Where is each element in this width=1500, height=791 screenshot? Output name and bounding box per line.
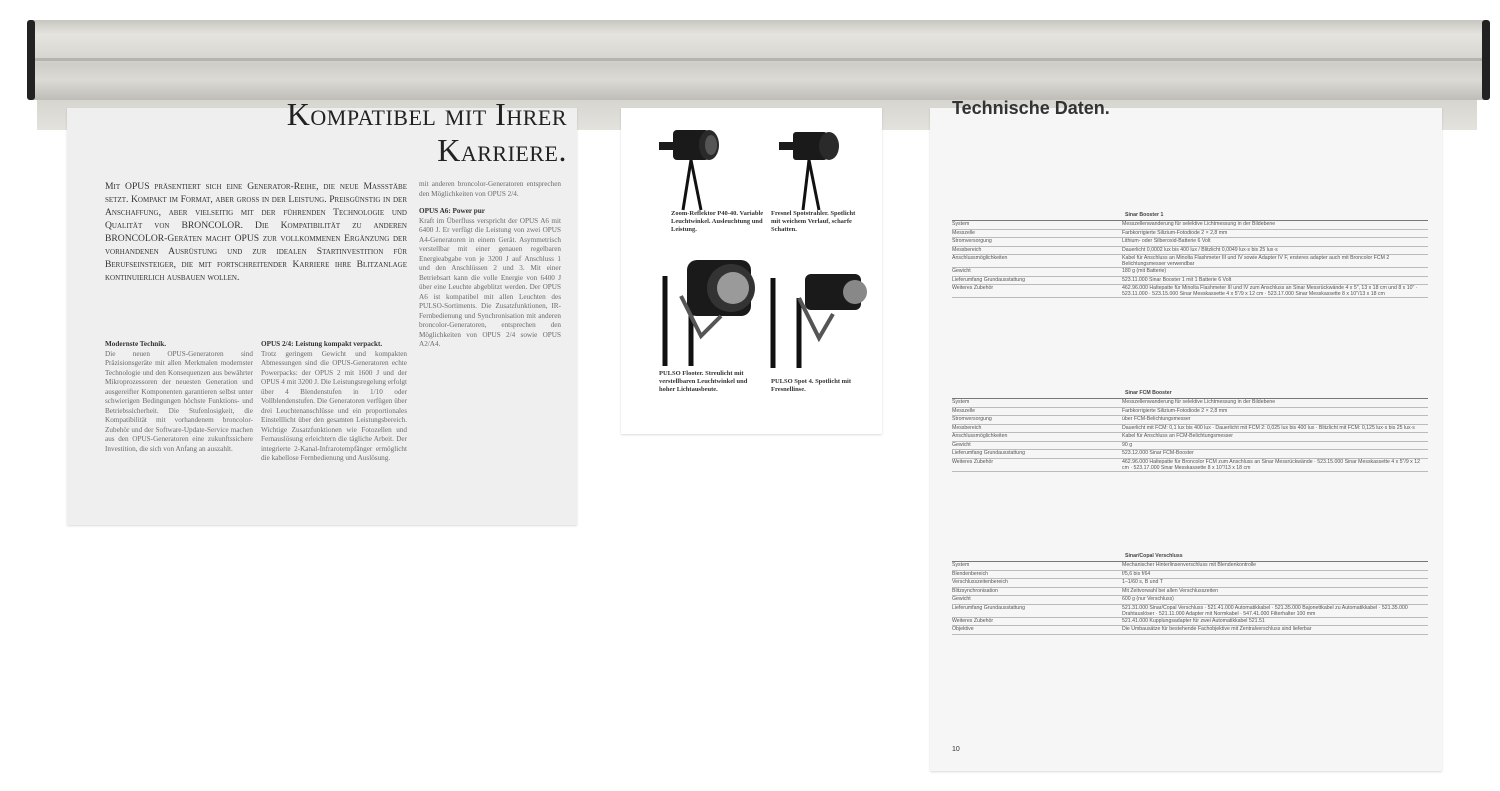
row-value: Mit Zeitvorwahl bei allen Verschlusszeiten (1122, 587, 1219, 594)
table-row (952, 579, 1428, 588)
technical-data-heading: Technische Daten. (952, 98, 1110, 118)
table-row (952, 571, 1428, 580)
rail-end-cap-right (1482, 20, 1490, 100)
column-3-text: mit anderen broncolor-Generatoren entsprechen den Möglichkeiten von OPUS 2/4. (419, 180, 561, 198)
table-row (952, 596, 1428, 605)
row-label: Lieferumfang Grundausstattung (952, 604, 1025, 611)
row-label: Messbereich (952, 246, 982, 253)
row-value: 462.96.000 Haltepatte für Minolta Flashmeter III und IV zum Anschluss an Sinar Messrückwände 4 x 5", 13 x 18 cm und 8 x 10" · 523.11.000 · 523.15.000 Sinar Messkassette 4 x 5"/9 x 12 cm · 523.17.000 Sinar Messkassette 8 x 10"/13 x 18 cm (1122, 285, 1418, 297)
row-value: 523.11.000 Sinar Booster 1 mit 1 Batterie 6 Volt (1122, 276, 1232, 283)
row-label: Lieferumfang Grundausstattung (952, 276, 1025, 283)
row-label: Gewicht (952, 441, 971, 448)
row-label: System (952, 399, 970, 405)
row-value: Farbkorrigierte Silizium-Fotodiode 2 × 2,8 mm (1122, 407, 1228, 414)
row-value: Die Umbausätze für bestehende Fachobjektive mit Zentralverschluss sind lieferbar (1122, 626, 1312, 632)
row-value: 600 g (nur Verschluss) (1122, 596, 1174, 602)
table-row (952, 285, 1428, 298)
row-value: 523.12.000 Sinar FCM-Booster (1122, 450, 1194, 456)
row-label: System (952, 221, 970, 227)
table-row (952, 562, 1428, 571)
title-line-1: Kompatibel mit Ihrer (286, 96, 567, 132)
column-2-heading: OPUS 2/4: Leistung kompakt verpackt. (261, 340, 383, 348)
table-row (952, 255, 1428, 268)
pulso-flooter-lamp-image (651, 256, 761, 368)
row-value: 1–1/60 s, B und T (1122, 579, 1163, 585)
table-row (952, 425, 1428, 434)
technical-data-sheet (930, 98, 1442, 771)
row-label: Lieferumfang Grundausstattung (952, 450, 1025, 456)
table-row (952, 268, 1428, 277)
row-label: Messzelle (952, 229, 976, 236)
row-label: Objektive (952, 626, 974, 632)
row-value: 462.96.000 Haltepatte für Broncolor FCM zum Anschluss an Sinar Messrückwände · 523.15.000 Sinar Messkassette 4 x 5"/9 x 12 cm · 523.17.000 Sinar Messkassette 8 x 10"/13 x 18 cm (1122, 458, 1420, 471)
caption-zoom-reflector: Zoom-Reflektor P40-40. Variable Leuchtwinkel. Ausleuchtung und Leistung. (671, 210, 764, 233)
row-value: Dauerlicht mit FCM: 0,1 lux bis 400 lux · Dauerlicht mit FCM 2: 0,025 lux bis 400 lux · Blitzlicht mit FCM: 0,125 lux·s bis 25 lux·s (1122, 424, 1415, 431)
table-row (952, 416, 1428, 425)
paper-hanging-rail (27, 20, 1490, 100)
row-label: Blendenbereich (952, 570, 989, 577)
pulso-spot-lamp-image (769, 268, 869, 368)
row-value: f/5,6 bis f/64 (1122, 570, 1151, 577)
brochure-title (167, 96, 567, 168)
row-value: Kabel für Anschluss an Minolta Flashmeter III und IV sowie Adapter IV F, ersteres adapter auch mit Broncolor FCM 2 Belichtungsmesser verwendbar (1122, 255, 1390, 267)
row-value: Dauerlicht 0,0002 lux bis 400 lux / Blitzlicht 0,0049 lux·s bis 25 lux·s (1122, 246, 1278, 253)
row-value: Farbkorrigierte Silizium-Fotodiode 2 × 2,8 mm (1122, 229, 1228, 236)
row-label: Stromversorgung (952, 238, 992, 244)
brochure-column-2 (261, 340, 407, 464)
table-row (952, 588, 1428, 597)
row-label: Anschlussmöglichkeiten (952, 433, 1008, 439)
table-row (952, 277, 1428, 286)
spec-table-fcm-booster (952, 390, 1428, 472)
brochure-intro: Mit OPUS präsentiert sich eine Generator-Reihe, die neue Maßstäbe setzt. Kompakt im Format, aber groß in der Leistung. Preisgünstig in der Anschaffung, aber vielseitig mit der führenden Technologie und Qualität von BRONCOLOR. Die Kompatibilität zu anderen BRONCOLOR-Geräten macht OPUS zur vollkommenen Ergänzung der vorhandenen Ausrüstung und zur idealen Startinvestition für Berufseinsteiger, die mit fortschreitender Karriere ihre Blitzanlage kontinuierlich ausbauen wollen. (105, 181, 407, 283)
table-row (952, 450, 1428, 459)
fresnel-spot-lamp-image (769, 122, 859, 212)
row-value: Lithium- oder Silberoxid-Batterie 6 Volt (1122, 238, 1211, 244)
column-3-text-2: Kraft im Überfluss verspricht der OPUS A6 mit 6400 J. Er verfügt die Leistung von zwei OPUS A4-Generatoren in einem Gerät. Asymmetrisch verstellbar mit einer genauen regelbaren Energieabgabe von je 3200 J auf Anschluss 1 und den Anschlüssen 2 und 3. Mit einer Betriebsart kann die volle Energie von 6400 J über eine Leuchte abgeblitzt werden. Der OPUS A6 ist kompatibel mit allen Leuchten des PULSO-Sortiments. Die Zusatzfunktionen, IR-Fernbedienung und Synchronisation mit anderen broncolor-Generatoren, entsprechen den Möglichkeiten von OPUS 2/4 sowie OPUS A2/A4. (419, 216, 561, 348)
row-label: Gewicht (952, 596, 971, 602)
table-row (952, 459, 1428, 472)
table-row (952, 605, 1428, 618)
table-row (952, 399, 1428, 408)
spec-table-booster-1 (952, 212, 1428, 298)
spec-table-copal-shutter (952, 553, 1428, 635)
row-label: Messbereich (952, 424, 982, 431)
row-value: über FCM-Belichtungsmesser (1122, 416, 1191, 422)
row-label: Weiteres Zubehör (952, 458, 994, 465)
table-title: Sinar FCM Booster (952, 390, 1428, 399)
row-label: Blitzsynchronisation (952, 587, 998, 594)
caption-pulso-flooter: PULSO Flooter. Streulicht mit verstellbaren Leuchtwinkel und hoher Lichtausbeute. (659, 370, 748, 393)
rail-end-cap-left (27, 20, 35, 100)
title-line-2: Karriere. (437, 132, 567, 168)
table-row (952, 230, 1428, 239)
column-1-text: Die neuen OPUS-Generatoren sind Präzisionsgeräte mit allen Merkmalen modernster Technologie und den Konsequenzen aus bewährter Mikroprozessoren der neuesten Generation und ausgereifter Komponenten garantieren selbst unter schwierigen Bedingungen höchste Funktions- und Betriebssicherheit. Die Stufenlosigkeit, die Kompatibilität mit vorhandenem broncolor-Zubehör und der Software-Update-Service machen aus den OPUS-Generatoren eine zukunftssichere Investition, die sich von Anfang an auszahlt. (105, 349, 253, 453)
brochure-column-1 (105, 340, 253, 454)
column-1-heading: Modernste Technik. (105, 340, 167, 348)
row-label: Gewicht (952, 268, 971, 274)
brochure-sheet (67, 96, 577, 525)
column-2-text: Trotz geringem Gewicht und kompakten Abmessungen sind die OPUS-Generatoren echte Powerpacks: der OPUS 2 mit 1600 J und der OPUS 4 mit 3200 J. Die Leistungsregelung erfolgt über 4 Blendenstufen in 1/10 oder Vollblendenstufen. Die Generatoren verfügen über drei Leuchtenanschlüsse und ein proportionales Einstelllicht über den gesamten Leistungsbereich. Wichtige Zusatzfunktionen wie Fotozellen und Fernauslösung erleichtern die tägliche Arbeit. Der integrierte 2-Kanal-Infrarotempfänger ermöglicht die kabellose Fernbedienung und Auslösung. (261, 349, 407, 462)
table-row (952, 247, 1428, 256)
table-row (952, 408, 1428, 417)
table-row (952, 238, 1428, 247)
row-value: Mechanischer Hinterlinsenverschluss mit Blendenkontrolle (1122, 562, 1257, 568)
row-value: Kabel für Anschluss an FCM-Belichtungsmesser (1122, 433, 1234, 439)
brochure-column-3 (419, 180, 561, 350)
row-label: Weiteres Zubehör (952, 285, 994, 291)
lamp-photo-sheet (621, 108, 882, 434)
row-value: 521.41.000 Kupplungsadapter für zwei Automatikkabel 521.51 (1122, 617, 1265, 624)
column-3-heading: OPUS A6: Power pur (419, 207, 485, 215)
table-row (952, 626, 1428, 635)
table-row (952, 433, 1428, 442)
row-value: 521.31.000 Sinar/Copal Verschluss · 521.41.000 Automatikkabel · 521.35.000 Bajonettkabel zu Automatikkabel · 521.35.000 Drahtauslöser · 521.11.000 Adapter mit Normkabel · 547.41.000 Filterhalter 100 mm (1122, 604, 1408, 617)
table-row (952, 221, 1428, 230)
caption-pulso-spot: PULSO Spot 4. Spotlicht mit Fresnellinse. (771, 378, 851, 393)
page-number: 10 (952, 746, 960, 753)
row-label: Messzelle (952, 407, 976, 414)
row-value: Messzellenwanderung für selektive Lichtmessung in der Bildebene (1122, 221, 1276, 227)
row-value: 90 g (1122, 441, 1133, 448)
table-title: Sinar Booster 1 (952, 212, 1428, 221)
row-value: 180 g (mit Batterie) (1122, 268, 1167, 274)
rail-groove (27, 58, 1490, 61)
caption-fresnel-spot: Fresnel Spotstrahler. Spotlicht mit weichem Verlauf, scharfe Schatten. (771, 210, 856, 233)
table-row (952, 618, 1428, 627)
row-value: Messzellenwanderung für selektive Lichtmessung in der Bildebene (1122, 399, 1276, 405)
row-label: Verschlusszeitenbereich (952, 579, 1008, 585)
row-label: Weiteres Zubehör (952, 617, 994, 624)
row-label: Stromversorgung (952, 416, 992, 422)
row-label: Anschlussmöglichkeiten (952, 255, 1008, 261)
zoom-reflector-lamp-image (651, 122, 741, 212)
table-row (952, 442, 1428, 451)
row-label: System (952, 562, 970, 568)
table-title: Sinar/Copal Verschluss (952, 553, 1428, 562)
